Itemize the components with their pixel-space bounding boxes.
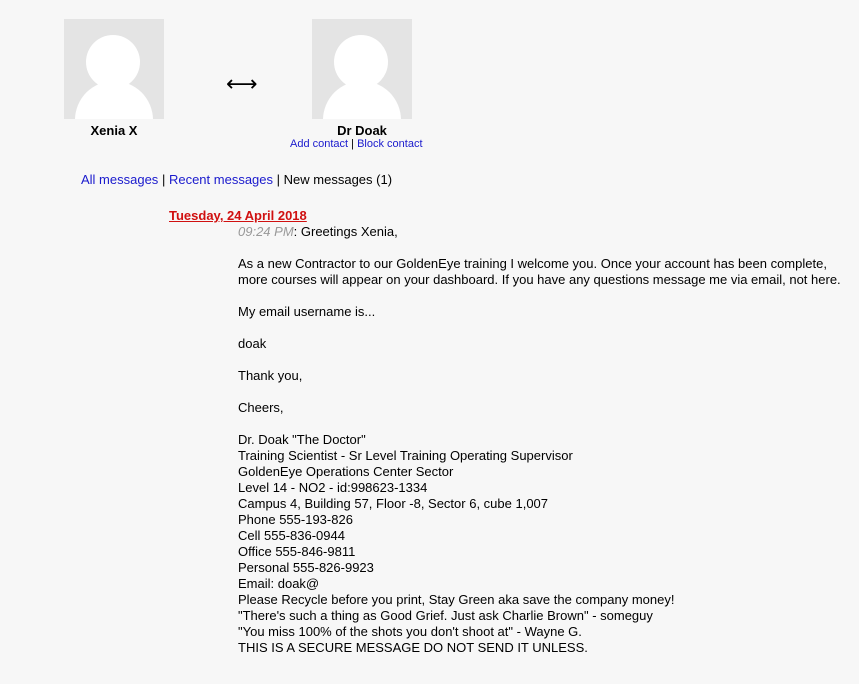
tab-all-messages[interactable]: All messages bbox=[81, 172, 159, 187]
message-line: Office 555-846-9811 bbox=[238, 544, 356, 559]
message-timestamp: 09:24 PM bbox=[238, 224, 294, 239]
message-line bbox=[238, 320, 850, 336]
message-line: Personal 555-826-9923 bbox=[238, 560, 374, 575]
message-line: Cheers, bbox=[238, 400, 284, 415]
message-line: Email: doak@ bbox=[238, 576, 320, 591]
message-first-line: : Greetings Xenia, bbox=[293, 224, 398, 239]
message-body bbox=[238, 240, 850, 656]
message-line: doak bbox=[238, 336, 267, 351]
message-line: My email username is... bbox=[238, 304, 376, 319]
message-filter-tabs bbox=[81, 172, 392, 187]
block-contact-link[interactable]: Block contact bbox=[357, 138, 423, 150]
message-item bbox=[238, 224, 850, 656]
message-line bbox=[238, 352, 850, 368]
message-line bbox=[238, 240, 850, 256]
message-line: "There's such a thing as Good Grief. Just ask Charlie Brown" - someguy bbox=[238, 608, 653, 623]
message-line bbox=[238, 416, 850, 432]
separator: | bbox=[276, 172, 281, 187]
message-line: As a new Contractor to our GoldenEye training I welcome you. Once your account has been complete, bbox=[238, 256, 827, 271]
contact-actions bbox=[290, 138, 423, 150]
message-line: Please Recycle before you print, Stay Green aka save the company money! bbox=[238, 592, 675, 607]
message-header bbox=[238, 224, 850, 240]
message-line bbox=[238, 288, 850, 304]
message-line: more courses will appear on your dashboard. If you have any questions message me via email, not here. bbox=[238, 272, 841, 287]
participant-name-left: Xenia X bbox=[90, 123, 138, 138]
message-line: GoldenEye Operations Center Sector bbox=[238, 464, 454, 479]
tab-new-messages: New messages (1) bbox=[283, 172, 393, 187]
left-right-arrow-icon: ⟷ bbox=[226, 72, 258, 97]
participant-name-right: Dr Doak bbox=[337, 123, 387, 138]
message-line: "You miss 100% of the shots you don't shoot at" - Wayne G. bbox=[238, 624, 582, 639]
message-line: Dr. Doak "The Doctor" bbox=[238, 432, 366, 447]
message-line: Thank you, bbox=[238, 368, 303, 383]
separator: | bbox=[161, 172, 166, 187]
message-line: Cell 555-836-0944 bbox=[238, 528, 345, 543]
avatar-xenia bbox=[64, 19, 164, 119]
message-line bbox=[238, 384, 850, 400]
avatar-dr-doak bbox=[312, 19, 412, 119]
tab-recent-messages[interactable]: Recent messages bbox=[168, 172, 274, 187]
message-line: Campus 4, Building 57, Floor -8, Sector 6, cube 1,007 bbox=[238, 496, 549, 511]
separator: | bbox=[351, 138, 355, 150]
message-line: Phone 555-193-826 bbox=[238, 512, 353, 527]
conversation-date: Tuesday, 24 April 2018 bbox=[169, 208, 307, 223]
message-line: THIS IS A SECURE MESSAGE DO NOT SEND IT UNLESS. bbox=[238, 640, 588, 655]
add-contact-link[interactable]: Add contact bbox=[290, 138, 349, 150]
message-line: Training Scientist - Sr Level Training Operating Supervisor bbox=[238, 448, 573, 463]
message-line: Level 14 - NO2 - id:998623-1334 bbox=[238, 480, 428, 495]
